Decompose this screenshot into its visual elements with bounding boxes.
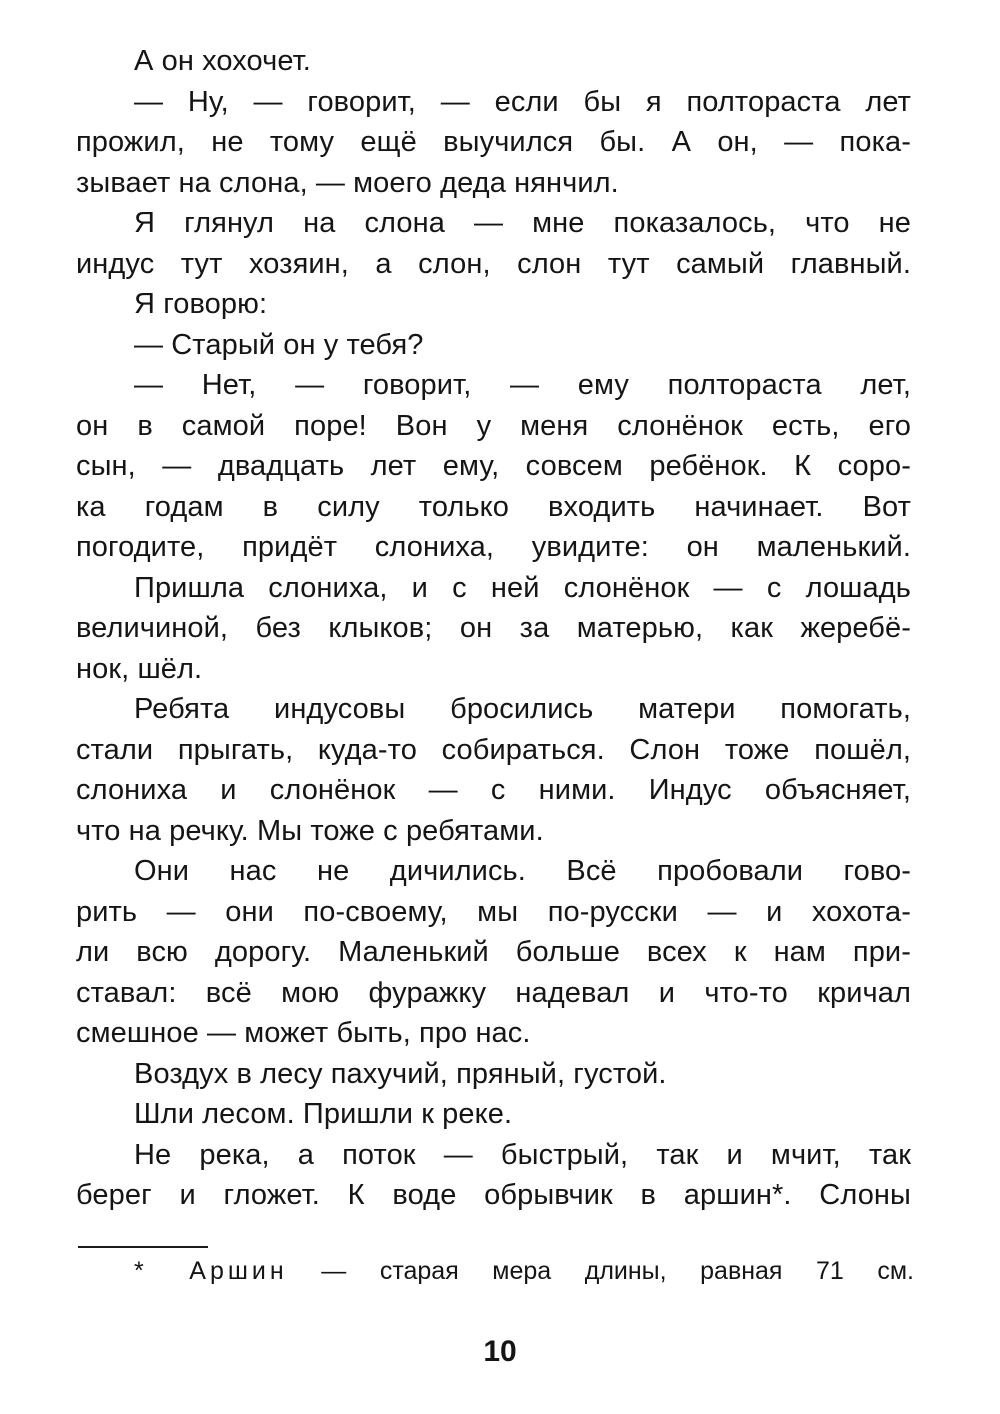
text-line: Шли лесом. Пришли к реке. — [134, 1098, 513, 1130]
text-line: нок, шёл. — [76, 652, 203, 685]
text-line: ка годам в силу только входить начинает. Вот — [76, 490, 911, 523]
text-line: прожил, не тому ещё выучился бы. А он, — пока- — [76, 126, 911, 158]
text-line: рить — они по-своему, мы по-русски — и хохота- — [76, 895, 911, 928]
page-number: 10 — [483, 1335, 517, 1368]
text-line: Воздух в лесу пахучий, пряный, густой. — [134, 1057, 667, 1090]
text-line: что на речку. Мы тоже с ребятами. — [76, 814, 544, 847]
text-line: Не река, а поток — быстрый, так и мчит, так — [134, 1138, 911, 1171]
text-line: индус тут хозяин, а слон, слон тут самый главный. — [76, 247, 911, 280]
text-line: берег и гложет. К воде обрывчик в аршин*. Слоны — [76, 1179, 911, 1211]
text-line: величиной, без клыков; он за матерью, как жеребё- — [76, 612, 911, 644]
footnote-definition: — старая мера длины, равная 71 см. — [321, 1257, 915, 1285]
text-line: он в самой поре! Вон у меня слонёнок есть, его — [76, 409, 911, 442]
text-line: Я говорю: — [134, 288, 268, 320]
text-line: сын, — двадцать лет ему, совсем ребёнок. К соро- — [76, 450, 911, 482]
footnote-term: Аршин — [189, 1257, 288, 1285]
text-line: — Ну, — говорит, — если бы я полтораста лет — [134, 85, 911, 118]
text-line: Они нас не дичились. Всё пробовали гово- — [134, 855, 911, 887]
text-line: зывает на слона, — моего деда нянчил. — [76, 166, 619, 199]
footnote-marker: * — [134, 1257, 144, 1285]
text-line: — Нет, — говорит, — ему полтораста лет, — [134, 369, 911, 401]
text-line: Ребята индусовы бросились матери помогать, — [134, 693, 911, 725]
text-line: Я глянул на слона — мне показалось, что не — [134, 207, 911, 239]
text-line: смешное — может быть, про нас. — [76, 1017, 531, 1049]
footnote — [134, 1256, 914, 1286]
footnote-separator — [78, 1246, 208, 1248]
text-line: — Старый он у тебя? — [134, 328, 424, 361]
text-line: слониха и слонёнок — с ними. Индус объясняет, — [76, 774, 911, 806]
text-line: погодите, придёт слониха, увидите: он маленький. — [76, 531, 911, 563]
text-line: Пришла слониха, и с ней слонёнок — с лошадь — [134, 571, 911, 604]
text-line: ставал: всё мою фуражку надевал и что-то кричал — [76, 976, 911, 1009]
text-line: А он хохочет. — [134, 45, 311, 77]
text-line: стали прыгать, куда-то собираться. Слон тоже пошёл, — [76, 733, 911, 766]
text-line: ли всю дорогу. Маленький больше всех к нам при- — [76, 936, 911, 968]
body-text — [76, 41, 911, 1216]
